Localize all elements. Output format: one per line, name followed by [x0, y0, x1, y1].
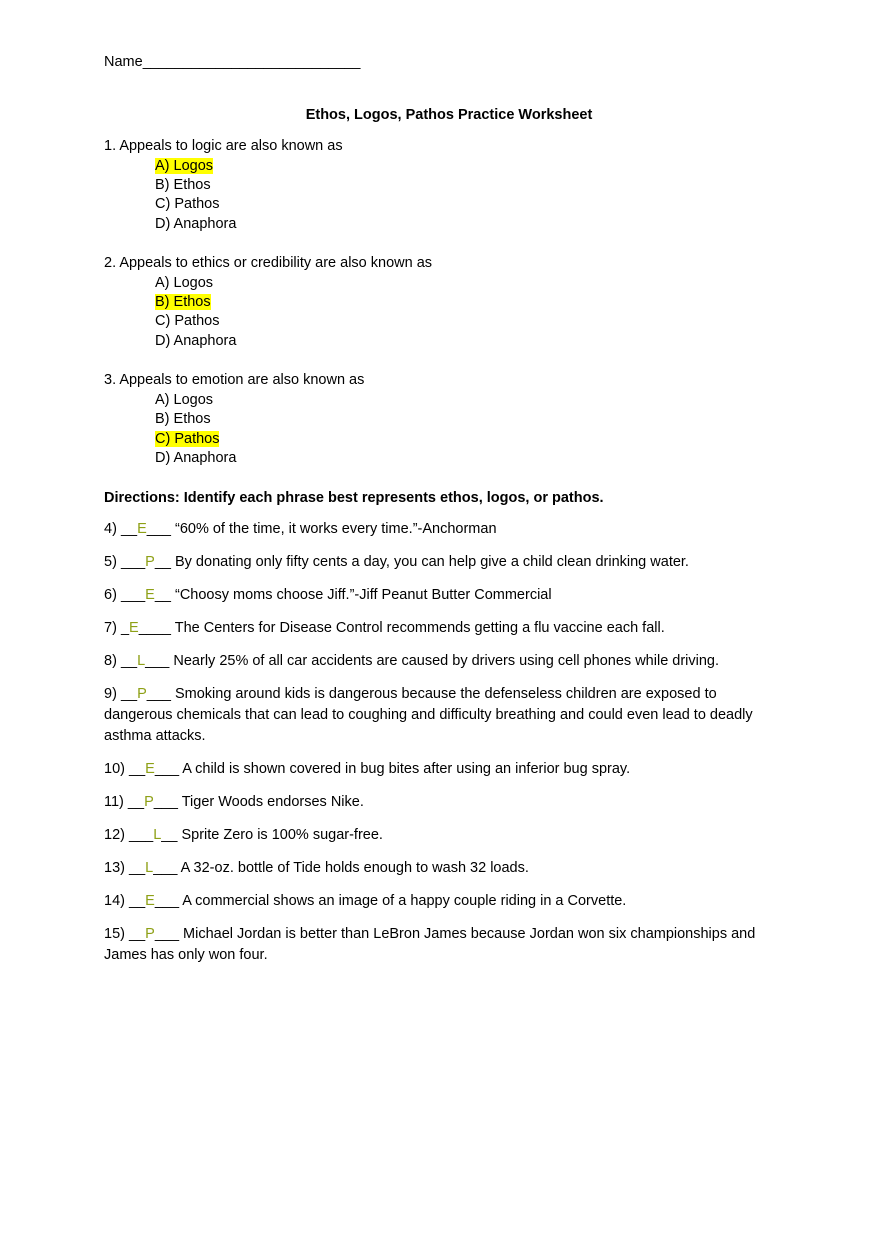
- item-text: Tiger Woods endorses Nike.: [181, 794, 364, 811]
- item-number: 8): [104, 653, 117, 670]
- item-number: 7): [104, 620, 117, 637]
- item-text: A child is shown covered in bug bites after using an inferior bug spray.: [182, 761, 631, 778]
- answer-letter: E: [129, 620, 139, 637]
- answer-option: [104, 195, 784, 214]
- blank-after: __: [161, 827, 178, 844]
- item-text: Sprite Zero is 100% sugar-free.: [181, 827, 383, 844]
- answer-option: [104, 430, 784, 449]
- item-row: [104, 825, 784, 846]
- item-text: Nearly 25% of all car accidents are caused by drivers using cell phones while driving.: [173, 653, 720, 670]
- highlighted-option-text: A) Logos: [155, 157, 214, 174]
- item-text: A commercial shows an image of a happy couple riding in a Corvette.: [182, 893, 627, 910]
- option-text: D) Anaphora: [155, 215, 237, 232]
- answer-letter: P: [137, 686, 147, 703]
- item-row: [104, 858, 784, 879]
- blank-before: __: [120, 653, 138, 670]
- answer-option: [104, 391, 784, 410]
- option-text: B) Ethos: [155, 411, 211, 428]
- answer-option: [104, 176, 784, 195]
- item-row: [104, 618, 784, 639]
- blank-before: __: [120, 521, 138, 538]
- blank-before: _: [120, 620, 130, 637]
- blank-after: ___: [154, 761, 180, 778]
- question-block: [104, 254, 784, 351]
- answer-option: [104, 332, 784, 351]
- item-text: “60% of the time, it works every time.”-Anchorman: [174, 521, 497, 538]
- name-label: Name: [104, 54, 143, 70]
- blank-after: __: [154, 587, 171, 604]
- item-text: “Choosy moms choose Jiff.”-Jiff Peanut Butter Commercial: [174, 587, 552, 604]
- item-text: The Centers for Disease Control recommends getting a flu vaccine each fall.: [174, 620, 665, 637]
- blank-after: ___: [154, 926, 180, 943]
- item-number: 12): [104, 827, 125, 844]
- item-number: 14): [104, 893, 125, 910]
- item-number: 4): [104, 521, 117, 538]
- answer-letter: L: [145, 860, 154, 877]
- identification-items: [104, 519, 784, 966]
- blank-after: __: [154, 554, 171, 571]
- blank-after: ___: [146, 686, 171, 703]
- answer-letter: E: [145, 893, 155, 910]
- option-text: C) Pathos: [155, 196, 220, 213]
- question-text: 2. Appeals to ethics or credibility are also known as: [104, 255, 433, 272]
- question-text: 1. Appeals to logic are also known as: [104, 138, 343, 154]
- item-row: [104, 552, 784, 573]
- blank-after: ___: [153, 794, 178, 811]
- option-text: C) Pathos: [155, 313, 220, 330]
- worksheet-page: [104, 52, 784, 966]
- blank-after: ___: [146, 521, 171, 538]
- item-number: 11): [104, 794, 124, 811]
- answer-letter: P: [145, 554, 155, 571]
- item-row: [104, 792, 784, 813]
- blank-before: ___: [120, 554, 146, 571]
- answer-letter: E: [145, 587, 155, 604]
- answer-letter: L: [137, 653, 146, 670]
- blank-before: __: [129, 761, 146, 778]
- answer-option: [104, 449, 784, 468]
- item-row: [104, 585, 784, 606]
- name-blank: ___________________________: [142, 54, 361, 70]
- item-row: [104, 891, 784, 912]
- answer-option: [104, 410, 784, 429]
- blank-after: ___: [145, 653, 170, 670]
- blank-before: __: [129, 893, 146, 910]
- multiple-choice-section: [104, 137, 784, 468]
- answer-letter: E: [145, 761, 155, 778]
- blank-after: ____: [138, 620, 171, 637]
- directions: Directions: Identify each phrase best represents ethos, logos, or pathos.: [104, 490, 604, 507]
- highlighted-option-text: B) Ethos: [155, 294, 211, 311]
- item-text: Michael Jordan is better than LeBron James because Jordan won six championships and James has only won four.: [104, 926, 756, 964]
- blank-before: __: [129, 926, 146, 943]
- item-text: By donating only fifty cents a day, you can help give a child clean drinking water.: [174, 554, 689, 571]
- worksheet-title: Ethos, Logos, Pathos Practice Worksheet: [305, 107, 593, 123]
- answer-letter: P: [145, 926, 155, 943]
- answer-letter: E: [137, 521, 147, 538]
- answer-option: [104, 312, 784, 331]
- blank-before: ___: [120, 587, 146, 604]
- blank-before: __: [127, 794, 145, 811]
- item-number: 5): [104, 554, 117, 571]
- item-number: 15): [104, 926, 125, 943]
- item-row: [104, 759, 784, 780]
- answer-letter: L: [153, 827, 162, 844]
- question-block: [104, 137, 784, 234]
- item-number: 6): [104, 587, 117, 604]
- answer-letter: P: [144, 794, 154, 811]
- answer-option: [104, 293, 784, 312]
- item-number: 10): [104, 761, 125, 778]
- option-text: A) Logos: [155, 391, 214, 408]
- question-block: [104, 371, 784, 468]
- blank-after: ___: [153, 860, 178, 877]
- item-text: Smoking around kids is dangerous because the defenseless children are exposed to dangerous chemicals that can lead to coughing and difficulty breathing and could even lead to deadly asthma attacks.: [104, 686, 753, 745]
- item-text: A 32-oz. bottle of Tide holds enough to wash 32 loads.: [180, 860, 529, 877]
- question-text: 3. Appeals to emotion are also known as: [104, 372, 365, 389]
- item-number: 13): [104, 860, 125, 877]
- blank-before: __: [120, 686, 138, 703]
- name-line: [104, 52, 784, 72]
- blank-before: ___: [129, 827, 154, 844]
- blank-before: __: [129, 860, 146, 877]
- item-number: 9): [104, 686, 117, 703]
- option-text: A) Logos: [155, 274, 214, 291]
- item-row: [104, 519, 784, 540]
- answer-option: [104, 274, 784, 293]
- item-row: [104, 924, 784, 966]
- answer-option: [104, 215, 784, 234]
- option-text: D) Anaphora: [155, 449, 237, 466]
- item-row: [104, 684, 784, 747]
- item-row: [104, 651, 784, 672]
- answer-option: [104, 157, 784, 176]
- option-text: D) Anaphora: [155, 332, 237, 349]
- highlighted-option-text: C) Pathos: [155, 430, 220, 447]
- blank-after: ___: [154, 893, 180, 910]
- option-text: B) Ethos: [155, 176, 211, 193]
